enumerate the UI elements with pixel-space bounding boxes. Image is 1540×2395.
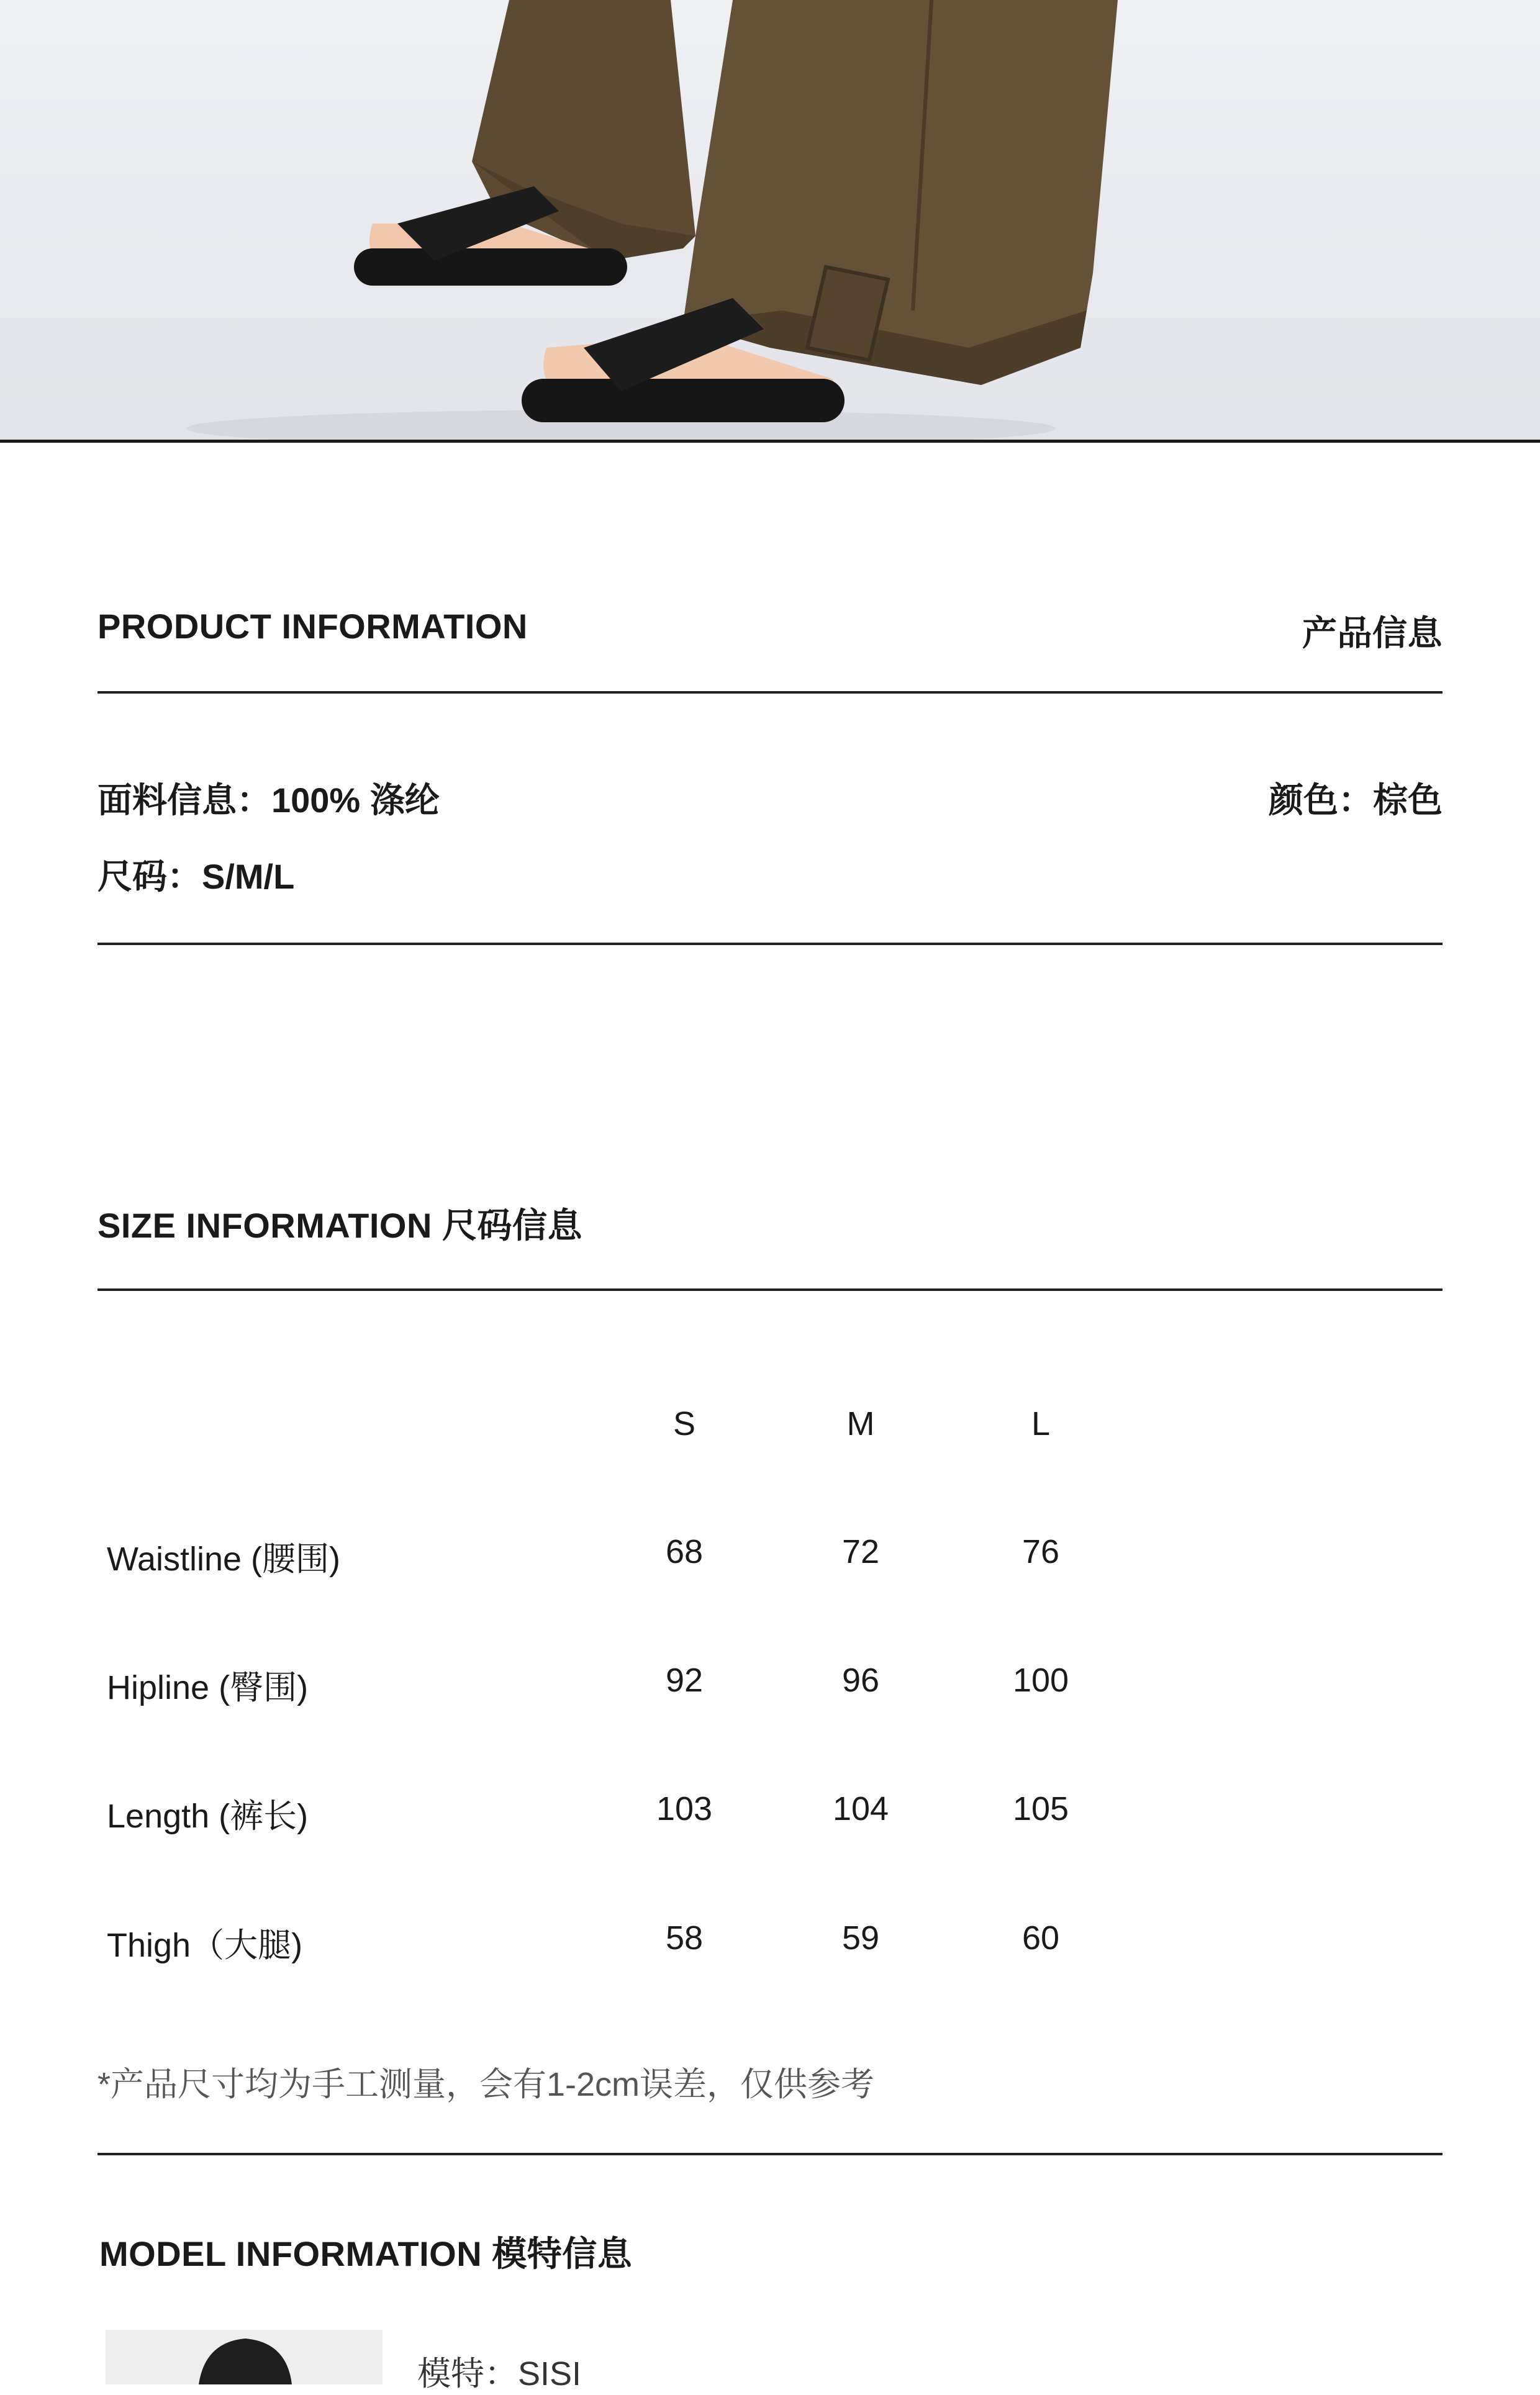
size-cell: 96 [841,1662,880,1699]
model-hair [199,2338,292,2384]
size-options: 尺码：S/M/L [97,857,295,896]
size-cell: 100 [1012,1662,1069,1699]
product-info-title-cn: 产品信息 [1302,613,1443,653]
fabric-info: 面料信息：100% 涤纶 [97,781,440,820]
size-column-header: S [673,1405,696,1442]
size-cell: 72 [841,1533,880,1570]
size-row-label: Waistline (腰围) [107,1541,341,1578]
size-column-header: L [1031,1405,1051,1442]
color-info: 颜色：棕色 [1269,781,1443,820]
model-head-illustration [106,2330,383,2384]
size-row-label: Length (裤长) [107,1798,309,1835]
model-info-title: MODEL INFORMATION 模特信息 [99,2234,633,2273]
hero-divider [0,440,1540,443]
model-name: 模特：SISI [417,2355,582,2393]
right-sandal-sole [522,379,845,422]
size-cell: 58 [665,1919,704,1957]
size-cell: 59 [841,1919,880,1957]
product-info-title: PRODUCT INFORMATION [97,607,528,646]
size-column-header: M [846,1405,875,1442]
left-sandal-sole [354,248,627,286]
divider [97,1288,1443,1291]
size-row-label: Hipline (臀围) [107,1669,309,1706]
size-cell: 103 [656,1790,713,1827]
size-cell: 76 [1021,1533,1060,1570]
size-cell: 92 [665,1662,704,1699]
trousers-and-sandals-illustration [0,0,1540,440]
divider [97,2153,1443,2155]
size-row-label: Thigh（大腿) [107,1927,303,1964]
measurement-note: *产品尺寸均为手工测量，会有1-2cm误差，仅供参考 [97,2066,875,2103]
size-cell: 60 [1021,1919,1060,1957]
model-photo [106,2330,383,2384]
size-cell: 68 [665,1533,704,1570]
size-cell: 105 [1012,1790,1069,1827]
product-photo [0,0,1540,440]
divider [97,943,1443,945]
divider [97,691,1443,694]
size-info-title: SIZE INFORMATION 尺码信息 [97,1206,582,1245]
size-cell: 104 [832,1790,889,1827]
